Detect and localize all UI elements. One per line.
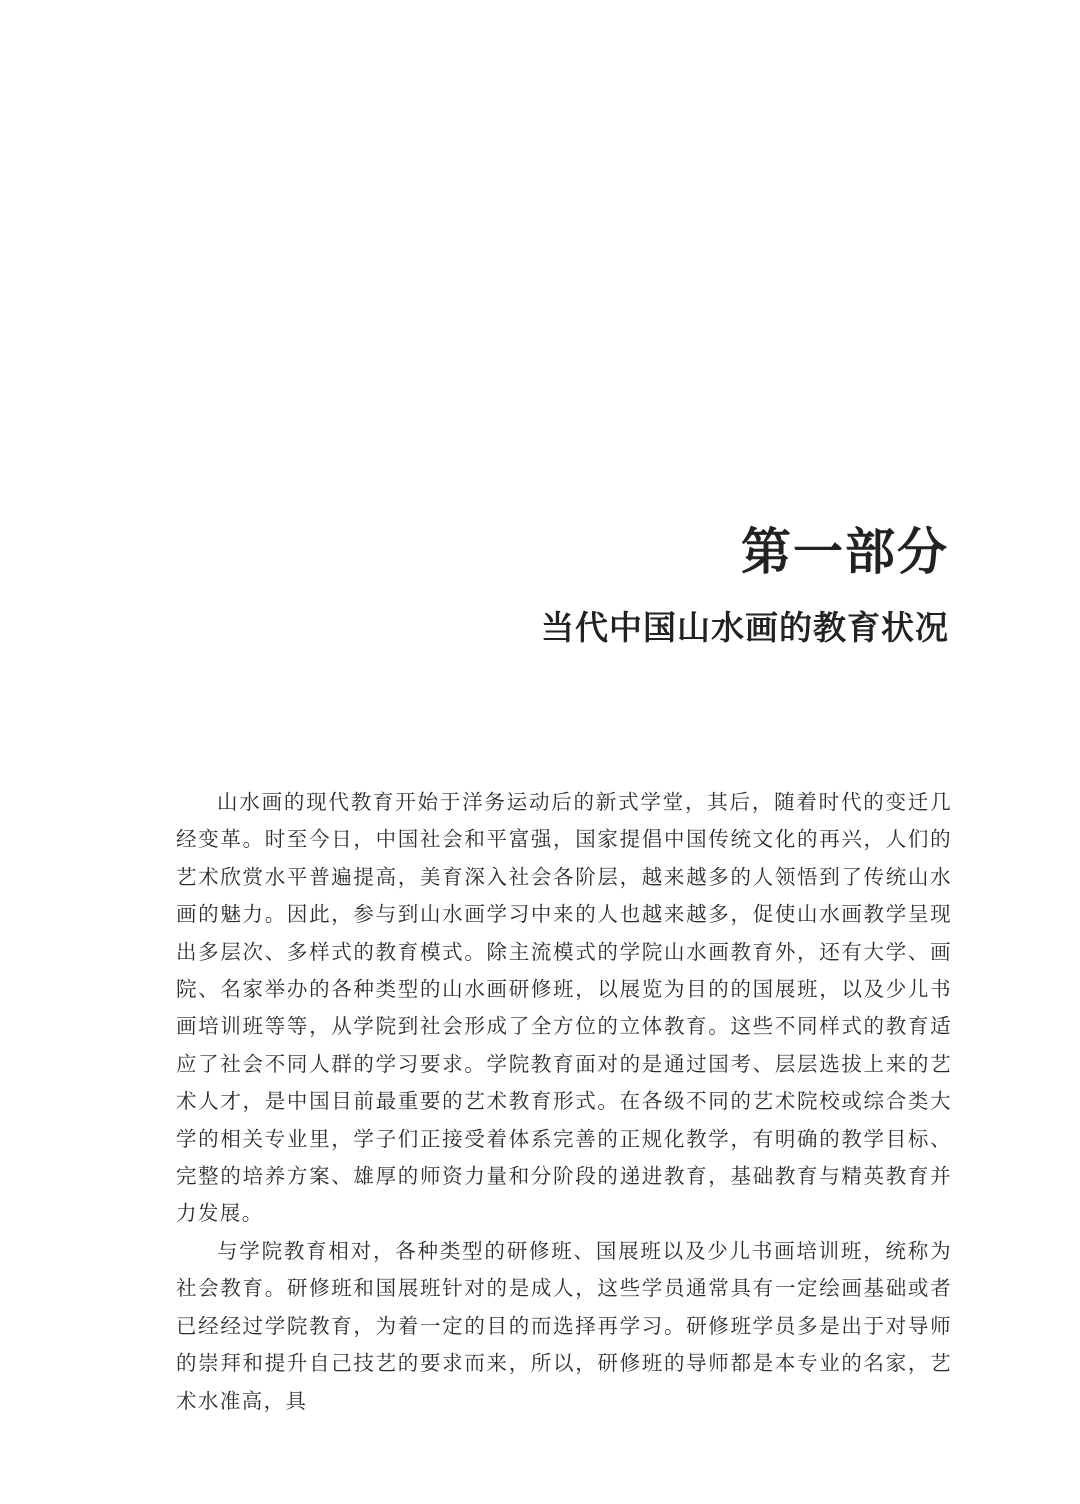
part-number: 第一部分 <box>741 523 949 581</box>
body-text <box>176 784 952 1420</box>
paragraph-2: 与学院教育相对，各种类型的研修班、国展班以及少儿书画培训班，统称为社会教育。研修班和国展班针对的是成人，这些学员通常具有一定绘画基础或者已经经过学院教育，为着一定的目的而选择再学习。研修班学员多是出于对导师的崇拜和提升自己技艺的要求而来，所以，研修班的导师都是本专业的名家，艺术水准高，具 <box>176 1238 952 1413</box>
part-title: 当代中国山水画的教育状况 <box>541 608 949 647</box>
paragraph-1: 山水画的现代教育开始于洋务运动后的新式学堂，其后，随着时代的变迁几经变革。时至今日，中国社会和平富强，国家提倡中国传统文化的再兴，人们的艺术欣赏水平普遍提高，美育深入社会各阶层，越来越多的人领悟到了传统山水画的魅力。因此，参与到山水画学习中来的人也越来越多，促使山水画教学呈现出多层次、多样式的教育模式。除主流模式的学院山水画教育外，还有大学、画院、名家举办的各种类型的山水画研修班，以展览为目的的国展班，以及少儿书画培训班等等，从学院到社会形成了全方位的立体教育。这些不同样式的教育适应了社会不同人群的学习要求。学院教育面对的是通过国考、层层选拔上来的艺术人才，是中国目前最重要的艺术教育形式。在各级不同的艺术院校或综合类大学的相关专业里，学子们正接受着体系完善的正规化教学，有明确的教学目标、完整的培养方案、雄厚的师资力量和分阶段的递进教育，基础教育与精英教育并力发展。 <box>176 790 952 1226</box>
part-heading <box>541 520 949 650</box>
